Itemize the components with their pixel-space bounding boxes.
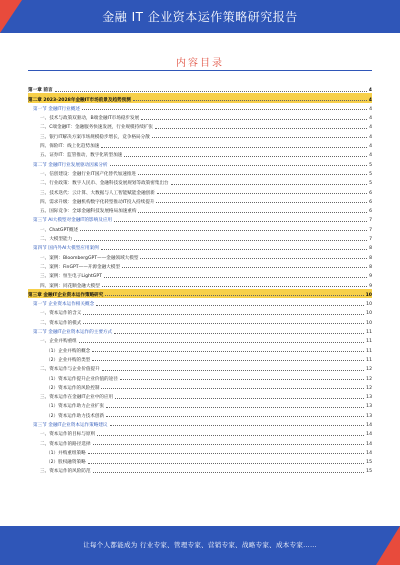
toc-dot-leader [88, 463, 364, 464]
toc-entry-page: 7 [369, 227, 372, 233]
toc-entry-label: 一、资本运作的含义 [40, 311, 82, 317]
toc-entry-label: 一、信创建设：金融行业IT国产化替代加速推进 [40, 171, 137, 177]
toc-entry[interactable] [28, 242, 372, 251]
toc-entry-label: 一、技术与政策双驱动，B端金融IT市场稳步发展 [40, 116, 140, 122]
toc-entry[interactable] [28, 298, 372, 307]
toc-entry-label: 第一节 企业资本运作相关概念 [33, 302, 95, 308]
toc-dot-leader [101, 249, 367, 250]
toc-entry-label: （2）资本运作的风险控制 [46, 385, 100, 391]
toc-entry-page: 15 [366, 469, 372, 475]
toc-entry-page: 13 [366, 404, 372, 410]
toc-dot-leader [83, 323, 364, 324]
toc-heading: 内容目录 [176, 58, 224, 69]
toc-entry-label: 四、保险IT：线上化趋势加速 [40, 144, 100, 150]
toc-entry[interactable] [28, 354, 372, 363]
toc-dot-leader [106, 407, 364, 408]
toc-dot-leader [102, 370, 364, 371]
toc-entry-label: 三、银行IT解决方案市场规模稳步增长，竞争格局分散 [40, 134, 150, 140]
toc-entry[interactable] [28, 177, 372, 186]
toc-dot-leader [114, 333, 364, 334]
toc-dot-leader [171, 184, 367, 185]
toc-entry-label: 五、国际竞争：全球金融科技发展格局加速重构 [40, 209, 137, 215]
toc-dot-leader [140, 258, 367, 259]
toc-entry-page: 13 [366, 413, 372, 419]
toc-dot-leader [115, 398, 364, 399]
toc-entry-label: （2）企业并购的类型 [46, 357, 91, 363]
toc-entry-page: 5 [369, 162, 372, 168]
toc-entry[interactable] [28, 186, 372, 195]
toc-entry-page: 6 [369, 209, 372, 215]
toc-entry-label: 五、证券IT：监管推动，数字化转型加速 [40, 153, 123, 159]
toc-entry-label: 第三节 金融IT企业资本运作策略建议 [33, 422, 108, 428]
toc-entry[interactable] [28, 149, 372, 158]
toc-dot-leader [110, 165, 368, 166]
toc-entry[interactable] [28, 196, 372, 205]
toc-entry[interactable] [28, 223, 372, 232]
toc-dot-leader [88, 453, 364, 454]
toc-entry-label: （1）资本运作助力企业扩张 [46, 404, 105, 410]
toc-entry[interactable] [28, 168, 372, 177]
toc-top-rule [28, 70, 372, 71]
toc-entry-page: 4 [369, 153, 372, 159]
toc-entry-label: （1）资本运作提升企业价值的途径 [46, 376, 118, 382]
toc-entry-page: 12 [366, 376, 372, 382]
toc-entry-label: 第三章 金融IT企业资本运作策略研究 [28, 292, 104, 298]
toc-dot-leader [92, 360, 364, 361]
toc-entry-page: 11 [366, 348, 372, 354]
toc-entry[interactable] [28, 335, 372, 344]
toc-entry[interactable] [28, 372, 372, 381]
toc-entry-page: 5 [369, 171, 372, 177]
toc-entry-page: 8 [369, 246, 372, 252]
toc-entry-page: 4 [369, 116, 372, 122]
toc-entry-label: 三、技术迭代：云计算、大数据与人工智能赋能金融创新 [40, 190, 155, 196]
toc-entry-label: 二、大模型能力 [40, 237, 73, 243]
toc-entry-label: （1）企业并购的概念 [46, 348, 91, 354]
toc-entry-page: 11 [366, 330, 372, 336]
toc-entry[interactable] [28, 344, 372, 353]
toc-entry-page: 10 [366, 311, 372, 317]
toc-dot-leader [101, 147, 367, 148]
toc-entry[interactable] [28, 447, 372, 456]
toc-entry[interactable] [28, 409, 372, 418]
toc-entry-label: 一、企业并购重组 [40, 339, 77, 345]
toc-dot-leader [124, 156, 367, 157]
toc-entry-page: 4 [368, 97, 372, 103]
toc-entry-page: 10 [366, 320, 372, 326]
toc-dot-leader [155, 128, 367, 129]
toc-entry-label: 二、资本运作与企业价值提升 [40, 367, 100, 373]
toc-entry[interactable] [28, 391, 372, 400]
toc-entry[interactable] [28, 307, 372, 316]
toc-entry-page: 4 [369, 106, 372, 112]
toc-dot-leader [157, 193, 367, 194]
toc-entry[interactable] [28, 158, 372, 167]
toc-entry[interactable] [28, 205, 372, 214]
toc-entry-label: 四、案例：同花顺金融大模型 [40, 283, 100, 289]
toc-entry[interactable] [28, 456, 372, 465]
toc-dot-leader [120, 379, 364, 380]
toc-entry-page: 4 [369, 125, 372, 131]
toc-entry-page: 10 [366, 302, 372, 308]
toc-entry-page: 6 [369, 199, 372, 205]
toc-entry[interactable] [28, 428, 372, 437]
toc-dot-leader [74, 240, 367, 241]
toc-dot-leader [102, 286, 367, 287]
toc-entry-page: 11 [366, 339, 372, 345]
toc-entry-label: 二、资本运作的模式 [40, 320, 82, 326]
toc-entry-label: 二、C端金融IT：金融服务快速发展，行业规模持续扩张 [40, 125, 154, 131]
footer-slogan: 让每个人都能成为 行业专家、管理专家、营销专家、战略专家、成本专家…… [83, 541, 317, 549]
toc-entry[interactable] [28, 400, 372, 409]
toc-entry-label: 第一章 前言 [28, 88, 53, 94]
toc-entry-label: 一、ChatGPT概述 [40, 227, 79, 233]
toc-dot-leader [110, 425, 365, 426]
toc-dot-leader [138, 212, 367, 213]
toc-dot-leader [114, 221, 367, 222]
toc-entry-label: 第三节 AI大模型对金融IT的影响及应用 [33, 218, 113, 224]
toc-entry-page: 12 [366, 385, 372, 391]
toc-entry-page: 11 [366, 357, 372, 363]
toc-entry[interactable] [28, 270, 372, 279]
toc-entry[interactable] [28, 261, 372, 270]
toc-entry[interactable] [28, 289, 372, 298]
toc-dot-leader [93, 444, 365, 445]
toc-dot-leader [152, 137, 367, 138]
toc-entry-label: 四、需求升级：金融机构数字化转型推动IT投入持续提升 [40, 199, 155, 205]
toc-entry-page: 8 [369, 264, 372, 270]
toc-entry-page: 9 [369, 283, 372, 289]
toc-entry-label: （2）资本运作助力技术创新 [46, 413, 105, 419]
report-title: 金融 IT 企业资本运作策略研究报告 [102, 10, 298, 24]
toc-entry-page: 12 [366, 367, 372, 373]
toc-entry[interactable] [28, 84, 372, 93]
footer-banner [0, 526, 400, 565]
toc-entry-page: 10 [365, 292, 372, 298]
toc-entry-page: 4 [369, 134, 372, 140]
toc-dot-leader [122, 267, 367, 268]
toc-entry-label: （1）并购重组策略 [46, 450, 86, 456]
toc-entry[interactable] [28, 103, 372, 112]
toc-entry[interactable] [28, 437, 372, 446]
toc-entry-page: 7 [369, 237, 372, 243]
toc-entry-page: 9 [369, 274, 372, 280]
toc-entry-label: （2）股权融资策略 [46, 460, 86, 466]
toc-entry[interactable] [28, 419, 372, 428]
toc-entry-page: 4 [369, 144, 372, 150]
toc-entry-label: 一、案例：BloombergGPT——金融领域大模型 [40, 255, 139, 261]
toc-entry-page: 8 [369, 255, 372, 261]
toc-dot-leader [93, 472, 365, 473]
toc-entry[interactable] [28, 233, 372, 242]
toc-entry[interactable] [28, 382, 372, 391]
toc-entry[interactable] [28, 112, 372, 121]
toc-entry-page: 6 [369, 190, 372, 196]
toc-dot-leader [97, 435, 364, 436]
toc-entry[interactable] [28, 326, 372, 335]
toc-entry-page: 5 [369, 181, 372, 187]
toc-dot-leader [82, 109, 367, 110]
toc-entry-page: 14 [366, 450, 372, 456]
toc-dot-leader [101, 388, 364, 389]
table-of-contents [28, 84, 372, 474]
toc-dot-leader [106, 416, 364, 417]
toc-dot-leader [80, 230, 367, 231]
toc-entry-label: 第二章 2023-2028年金融IT市场前景及趋势预测 [28, 97, 131, 103]
toc-entry[interactable] [28, 130, 372, 139]
toc-entry-page: 14 [366, 432, 372, 438]
toc-dot-leader [141, 119, 367, 120]
toc-entry-label: 第二节 金融IT行业发展驱动因素分析 [33, 162, 108, 168]
toc-entry-label: 一、资本运作的目标与原则 [40, 432, 96, 438]
toc-dot-leader [96, 305, 364, 306]
toc-dot-leader [104, 277, 367, 278]
toc-entry[interactable] [28, 214, 372, 223]
toc-dot-leader [79, 342, 364, 343]
toc-entry-page: 14 [366, 441, 372, 447]
toc-entry[interactable] [28, 465, 372, 474]
toc-entry-page: 7 [369, 218, 372, 224]
toc-entry[interactable] [28, 140, 372, 149]
toc-entry[interactable] [28, 121, 372, 130]
toc-entry-label: 二、行业政策：数字人民币、金融科技发展规划等政策密集出台 [40, 181, 169, 187]
toc-entry[interactable] [28, 363, 372, 372]
toc-entry[interactable] [28, 279, 372, 288]
toc-entry-label: 三、资本运作在金融IT企业中的应用 [40, 395, 114, 401]
toc-entry-page: 15 [366, 460, 372, 466]
toc-dot-leader [105, 295, 363, 296]
toc-entry-label: 三、资本运作的风险防范 [40, 469, 91, 475]
toc-dot-leader [138, 174, 367, 175]
footer-red-corner [376, 526, 400, 565]
toc-entry-label: 二、案例：FinGPT——开源金融大模型 [40, 264, 120, 270]
toc-dot-leader [156, 202, 367, 203]
toc-entry-label: 第一节 金融IT行业概述 [33, 106, 80, 112]
toc-entry-page: 14 [366, 422, 372, 428]
toc-entry-label: 第二节 金融IT企业资本运作的主要方式 [33, 330, 113, 336]
toc-dot-leader [55, 91, 367, 92]
toc-entry-label: 二、资本运作的路径选择 [40, 441, 91, 447]
toc-dot-leader [92, 351, 364, 352]
toc-entry[interactable] [28, 93, 372, 102]
toc-entry[interactable] [28, 316, 372, 325]
toc-entry-page: 4 [368, 88, 372, 94]
header-banner [0, 0, 400, 33]
toc-dot-leader [133, 100, 367, 101]
toc-dot-leader [83, 314, 364, 315]
toc-entry-page: 13 [366, 395, 372, 401]
toc-entry[interactable] [28, 251, 372, 260]
toc-entry-label: 第四节 国内外AI大模型应用案例 [33, 246, 99, 252]
toc-entry-label: 三、案例：恒生电子LightGPT [40, 274, 102, 280]
